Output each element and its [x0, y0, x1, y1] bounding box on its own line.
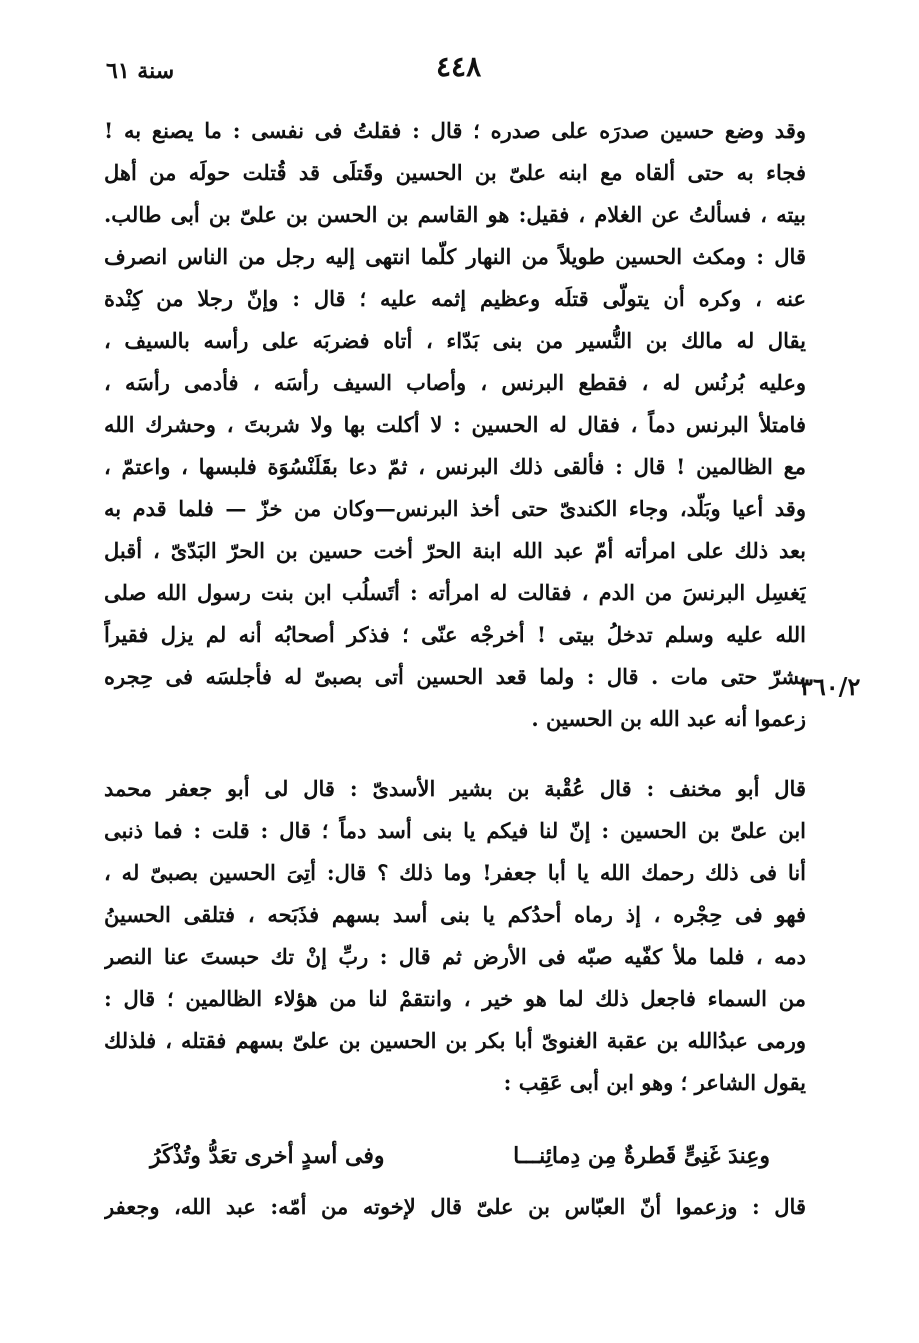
- text-line: بشرّ حتى مات . قال : ولما قعد الحسين أتى بصبىّ له فأجلسَه فى حِجره: [104, 664, 806, 689]
- running-head-year: سنة ٦١: [106, 58, 175, 84]
- text-line: فهو فى حِجْره ، إذ رماه أحدُكم يا بنى أسد بسهم فذَبَحه ، فتلقى الحسينُ: [104, 902, 806, 927]
- text-line: بعد ذلك على امرأته أمّ عبد الله ابنة الحرّ أخت حسين بن الحرّ البَدّىّ ، أقبل: [104, 538, 806, 563]
- text-line: بيته ، فسألتُ عن الغلام ، فقيل: هو القاسم بن الحسن بن علىّ بن أبى طالب.: [104, 202, 806, 227]
- paragraph-3: [104, 1186, 806, 1228]
- text-line: قال أبو مخنف : قال عُقْبة بن بشير الأسدىّ : قال لى أبو جعفر محمد: [104, 776, 806, 801]
- text-line: زعموا أنه عبد الله بن الحسين .: [531, 706, 806, 731]
- text-line: قال : وزعموا أنّ العبّاس بن علىّ قال لإخوته من أمّه: عبد الله، وجعفر: [104, 1194, 806, 1219]
- text-line: فامتلأ البرنس دماً ، فقال له الحسين : لا أكلت بها ولا شربتَ ، وحشرك الله: [104, 412, 806, 437]
- verse-second-hemistich: وفى أسدٍ أخرى تعَدُّ وتُذْكَرُ: [150, 1143, 385, 1169]
- poetry-verse: [150, 1134, 770, 1178]
- text-line: فجاء به حتى ألقاه مع ابنه علىّ بن الحسين وقَتلَى قد قُتلت حولَه من أهل: [104, 160, 806, 185]
- text-line: قال : ومكث الحسين طويلاً من النهار كلّما انتهى إليه رجل من الناس انصرف: [104, 244, 806, 269]
- text-line: الله عليه وسلم تدخلُ بيتى ! أخرجْه عنّى ؛ فذكر أصحابُه أنه لم يزل فقيراً: [104, 622, 806, 647]
- page-number: ٤٤٨: [436, 50, 482, 83]
- text-line: وقد أعيا وبَلّد، وجاء الكندىّ حتى أخذ البرنس—وكان من خزّ — فلما قدم به: [104, 496, 806, 521]
- text-line: أنا فى ذلك رحمك الله يا أبا جعفر! وما ذلك ؟ قال: أتِىَ الحسين بصبىّ له ،: [104, 860, 806, 885]
- text-line: من السماء فاجعل ذلك لما هو خير ، وانتقمْ لنا من هؤلاء الظالمين ؛ قال :: [104, 986, 806, 1011]
- paragraph-2: [104, 768, 806, 1104]
- text-line: دمه ، فلما ملأ كفّيه صبّه فى الأرض ثم قال : ربِّ إنْ تك حبستَ عنا النصر: [104, 944, 806, 969]
- paragraph-1: [104, 110, 806, 740]
- verse-first-hemistich: وعِندَ غَنِىٍّ قَطرةٌ مِن دِمائِنـــا: [513, 1143, 770, 1169]
- text-line: وعليه بُرنُس له ، فقطع البرنس ، وأصاب السيف رأسَه ، فأدمى رأسَه ،: [104, 370, 806, 395]
- marginal-reference: ٣٦٠/٢: [800, 672, 861, 701]
- text-line: يَغسِل البرنسَ من الدم ، فقالت له امرأته : أتَسلُب ابن بنت رسول الله صلى: [104, 580, 806, 605]
- text-line: عنه ، وكره أن يتولّى قتلَه وعظيم إثمه عليه ؛ قال : وإنّ رجلا من كِنْدة: [104, 286, 806, 311]
- text-line: وقد وضع حسين صدرَه على صدره ؛ قال : فقلتُ فى نفسى : ما يصنع به !: [104, 118, 806, 143]
- text-line: ورمى عبدُالله بن عقبة الغنوىّ أبا بكر بن الحسين بن علىّ بسهم فقتله ، فلذلك: [104, 1028, 806, 1053]
- text-line: يقال له مالك بن النُّسير من بنى بَدّاء ، أتاه فضربَه على رأسه بالسيف ،: [104, 328, 806, 353]
- text-line: يقول الشاعر ؛ وهو ابن أبى عَقِب :: [503, 1070, 806, 1095]
- text-line: ابن علىّ بن الحسين : إنّ لنا فيكم يا بنى أسد دماً ؛ قال : قلت : فما ذنبى: [104, 818, 806, 843]
- text-line: مع الظالمين ! قال : فألقى ذلك البرنس ، ثمّ دعا بقَلَنْسُوَة فلبسها ، واعتمّ ،: [104, 454, 806, 479]
